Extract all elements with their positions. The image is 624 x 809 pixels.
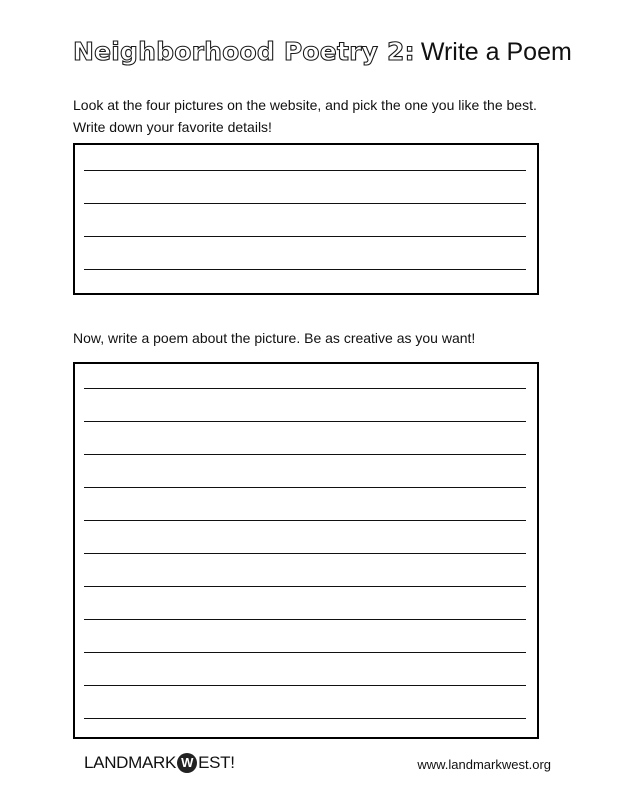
writing-line: [84, 203, 526, 204]
writing-line: [84, 685, 526, 686]
writing-line: [84, 619, 526, 620]
writing-line: [84, 170, 526, 171]
writing-line: [84, 586, 526, 587]
instruction-details-line2: Write down your favorite details!: [73, 119, 272, 135]
writing-line: [84, 421, 526, 422]
writing-line: [84, 487, 526, 488]
writing-line: [84, 454, 526, 455]
details-writing-box[interactable]: [73, 143, 539, 295]
logo-text-right: EST!: [198, 753, 235, 772]
poem-writing-box[interactable]: [73, 362, 539, 739]
footer-url: www.landmarkwest.org: [417, 757, 551, 772]
title-bold-part: Neighborhood Poetry 2:: [73, 37, 415, 66]
landmark-west-logo: [84, 753, 235, 773]
logo-text-left: LANDMARK: [84, 753, 177, 772]
logo-w-badge: W: [177, 753, 197, 773]
instruction-details: [73, 94, 573, 138]
writing-line: [84, 718, 526, 719]
page-title: [73, 36, 572, 68]
writing-line: [84, 269, 526, 270]
writing-line: [84, 520, 526, 521]
writing-line: [84, 652, 526, 653]
writing-line: [84, 553, 526, 554]
instruction-details-line1: Look at the four pictures on the website, and pick the one you like the best.: [73, 97, 537, 113]
writing-line: [84, 236, 526, 237]
instruction-poem: Now, write a poem about the picture. Be as creative as you want!: [73, 330, 476, 346]
title-subtitle-part: Write a Poem: [420, 38, 572, 66]
writing-line: [84, 388, 526, 389]
